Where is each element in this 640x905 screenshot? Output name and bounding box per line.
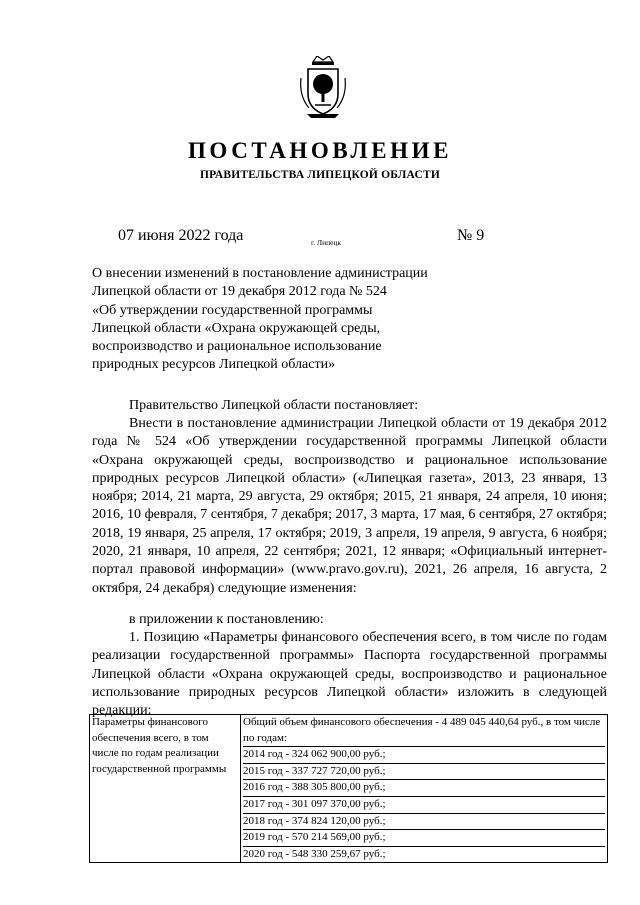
document-subject [92, 265, 472, 375]
financing-year-line: 2018 год - 374 824 120,00 руб.; [243, 814, 605, 831]
financing-year-line: 2014 год - 324 062 900,00 руб.; [243, 747, 605, 764]
document-number: № 9 [457, 227, 485, 244]
body-paragraph-resolves: Правительство Липецкой области постановляет: [129, 398, 419, 413]
subject-line: «Об утверждении государственной программы [92, 302, 373, 318]
table-cell-values [241, 715, 608, 863]
body-paragraph-item-1: 1. Позицию «Параметры финансового обеспечения всего, в том числе по годам реализации государственной программы» Паспорта государственной программы Липецкой области «Охрана окружающей среды, воспроизводство и рациональное использование природных ресурсов Липецкой области» изложить в следующей редакции: [92, 630, 607, 719]
table-cell-parameter: Параметры финансового обеспечения всего, в том числе по годам реализации государственной программы [90, 715, 241, 863]
financing-year-line: 2016 год - 388 305 800,00 руб.; [243, 780, 605, 797]
subject-line: О внесении изменений в постановление администрации [92, 266, 428, 281]
financing-year-line: 2019 год - 570 214 569,00 руб.; [243, 830, 605, 847]
financing-year-line: 2020 год - 548 330 259,67 руб.; [243, 847, 386, 860]
financing-total: Общий объем финансового обеспечения - 4 489 045 440,64 руб., в том числе по годам: [243, 715, 605, 747]
subject-line: Липецкой области «Охрана окружающей среды, [92, 320, 381, 336]
financing-year-line: 2017 год - 301 097 370,00 руб.; [243, 797, 605, 814]
issuer-title: ПРАВИТЕЛЬСТВА ЛИПЕЦКОЙ ОБЛАСТИ [200, 169, 440, 181]
body-paragraph-amendment: Внести в постановление администрации Липецкой области от 19 декабря 2012 года № 524 «Об утверждении государственной программы Липецкой области «Охрана окружающей среды, воспроизводство и рациональное использование природных ресурсов Липецкой области» («Липецкая газета», 2013, 23 января, 13 ноября; 2014, 21 марта, 29 августа, 29 октября; 2015, 21 января, 24 апреля, 10 июня; 2016, 10 февраля, 7 сентября, 7 декабря; 2017, 3 марта, 17 мая, 6 сентября, 27 октября; 2018, 19 января, 25 апреля, 17 октября; 2019, 3 апреля, 19 апреля, 9 августа, 6 ноября; 2020, 21 января, 10 апреля, 22 сентября; 2021, 12 января; «Официальный интернет-портал правовой информации» (www.pravo.gov.ru), 2021, 26 апреля, 16 августа, 2 октября, 24 декабря) следующие изменения: [92, 416, 607, 596]
financing-year-line: 2015 год - 337 727 720,00 руб.; [243, 764, 605, 781]
financing-table [89, 714, 608, 863]
document-type-title: ПОСТАНОВЛЕНИЕ [187, 138, 453, 163]
document-date: 07 июня 2022 года [118, 227, 244, 244]
subject-line: природных ресурсов Липецкой области» [92, 357, 336, 373]
coat-of-arms-icon [299, 56, 347, 118]
document-place: г. Липецк [311, 238, 342, 247]
table-row [90, 715, 608, 863]
subject-line: Липецкой области от 19 декабря 2012 года № 524 [92, 284, 387, 300]
subject-line: воспроизводство и рациональное использование [92, 339, 382, 355]
body-paragraph-appendix: в приложении к постановлению: [129, 612, 324, 627]
